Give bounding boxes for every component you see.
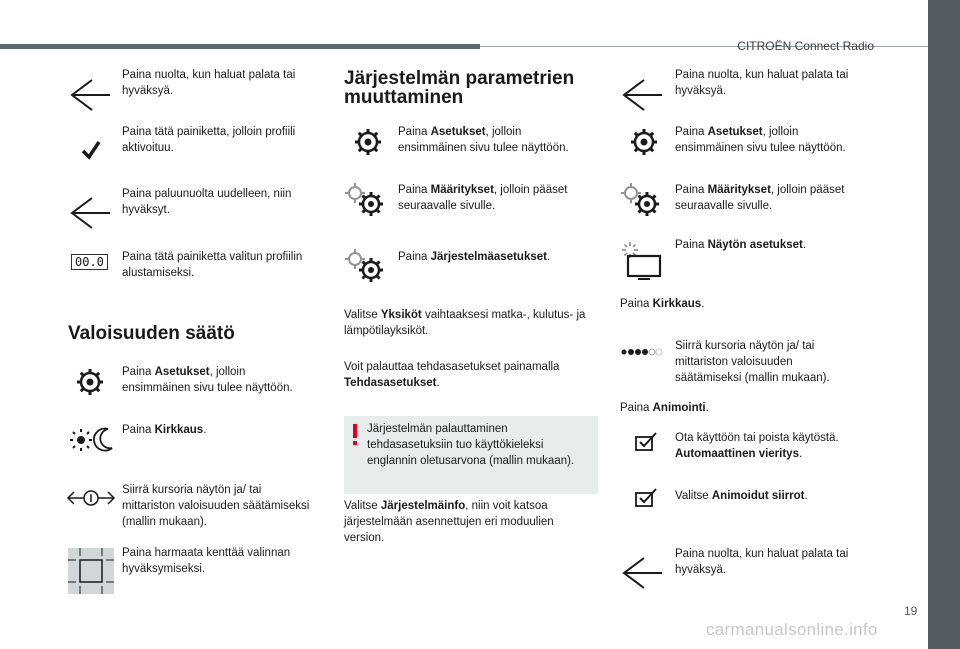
slider-icon: [66, 486, 116, 510]
instruction-text: Paina nuolta, kun haluat palata tai hyväksyä.: [675, 548, 849, 576]
instruction-text: Paina nuolta, kun haluat palata tai hyväksyä.: [675, 69, 849, 97]
checkbox-icon: [634, 488, 658, 508]
gear-icon: [630, 128, 658, 156]
instruction-text: Paina harmaata kenttää valinnan hyväksymiseksi.: [122, 547, 291, 575]
page-edge-tab: [928, 0, 960, 649]
instruction-text: Paina Järjestelmäasetukset.: [398, 251, 551, 263]
instruction-text: Paina nuolta, kun haluat palata tai hyväksyä.: [122, 69, 296, 97]
warning-icon-dot: [353, 441, 357, 445]
gear-icon: [354, 128, 382, 156]
instruction-text: Valitse Animoidut siirrot.: [675, 490, 808, 502]
back-arrow-icon: [68, 78, 114, 112]
instruction-text: Paina Näytön asetukset.: [675, 239, 807, 251]
watermark: carmanualsonline.info: [706, 620, 878, 639]
instruction-text: Paina Asetukset, jolloin ensimmäinen sivu tulee näyttöön.: [398, 126, 569, 154]
back-arrow-icon: [68, 196, 114, 230]
paragraph-factory-reset: Voit palauttaa tehdasasetukset painamalla Tehdasasetukset.: [344, 361, 560, 389]
page-number: 19: [904, 604, 918, 618]
settings-gears-icon: [344, 248, 386, 284]
lcd-display-icon: 00.0: [71, 254, 108, 270]
brightness-icon: [68, 426, 116, 454]
checkbox-icon: [634, 432, 658, 452]
checkmark-icon: [80, 140, 102, 160]
header-rule: [0, 44, 480, 49]
instruction-text: Paina Määritykset, jolloin pääset seuraavalle sivulle.: [675, 184, 845, 212]
instruction-text: Siirrä kursoria näytön ja/ tai mittariston valoisuuden säätämiseksi (mallin mukaan).: [122, 484, 310, 528]
instruction-text: Paina Kirkkaus.: [122, 424, 207, 436]
paragraph-animation: Paina Animointi.: [620, 402, 709, 414]
grey-field-icon: [68, 548, 114, 594]
paragraph-brightness: Paina Kirkkaus.: [620, 298, 705, 310]
instruction-text: Paina Asetukset, jolloin ensimmäinen sivu tulee näyttöön.: [122, 366, 293, 394]
header-title: CITROËN Connect Radio: [737, 39, 874, 53]
instruction-text: Paina tätä painiketta, jolloin profiili aktivoituu.: [122, 126, 296, 154]
paragraph-units: Valitse Yksiköt vaihtaaksesi matka-, kulutus- ja lämpötilayksiköt.: [344, 309, 586, 337]
warning-icon: [353, 424, 357, 438]
brightness-level-icon: [620, 346, 666, 358]
end-marker: [930, 581, 936, 587]
back-arrow-icon: [620, 78, 666, 112]
section-title-line2: muuttaminen: [344, 87, 464, 108]
back-arrow-icon: [620, 556, 666, 590]
gear-icon: [76, 368, 104, 396]
instruction-text: Paina Määritykset, jolloin pääset seuraavalle sivulle.: [398, 184, 568, 212]
settings-gears-icon: [620, 182, 662, 218]
section-title-line1: Järjestelmän parametrien: [344, 68, 575, 89]
display-settings-icon: [620, 240, 664, 280]
instruction-text: Siirrä kursoria näytön ja/ tai mittariston valoisuuden säätämiseksi (mallin mukaan).: [675, 340, 830, 384]
section-title: Valoisuuden säätö: [68, 323, 235, 344]
instruction-text: Paina tätä painiketta valitun profiilin alustamiseksi.: [122, 251, 303, 279]
warning-text: Järjestelmän palauttaminen tehdasasetuksiin tuo käyttökieleksi englannin oletusarvona (mallin mukaan).: [367, 423, 575, 467]
instruction-text: Ota käyttöön tai poista käytöstä. Automaattinen vieritys.: [675, 432, 839, 460]
instruction-text: Paina paluunuolta uudelleen, niin hyväksyt.: [122, 188, 292, 216]
paragraph-system-info: Valitse Järjestelmäinfo, niin voit katsoa järjestelmään asennettujen eri moduulien version.: [344, 500, 554, 544]
settings-gears-icon: [344, 182, 386, 218]
instruction-text: Paina Asetukset, jolloin ensimmäinen sivu tulee näyttöön.: [675, 126, 846, 154]
